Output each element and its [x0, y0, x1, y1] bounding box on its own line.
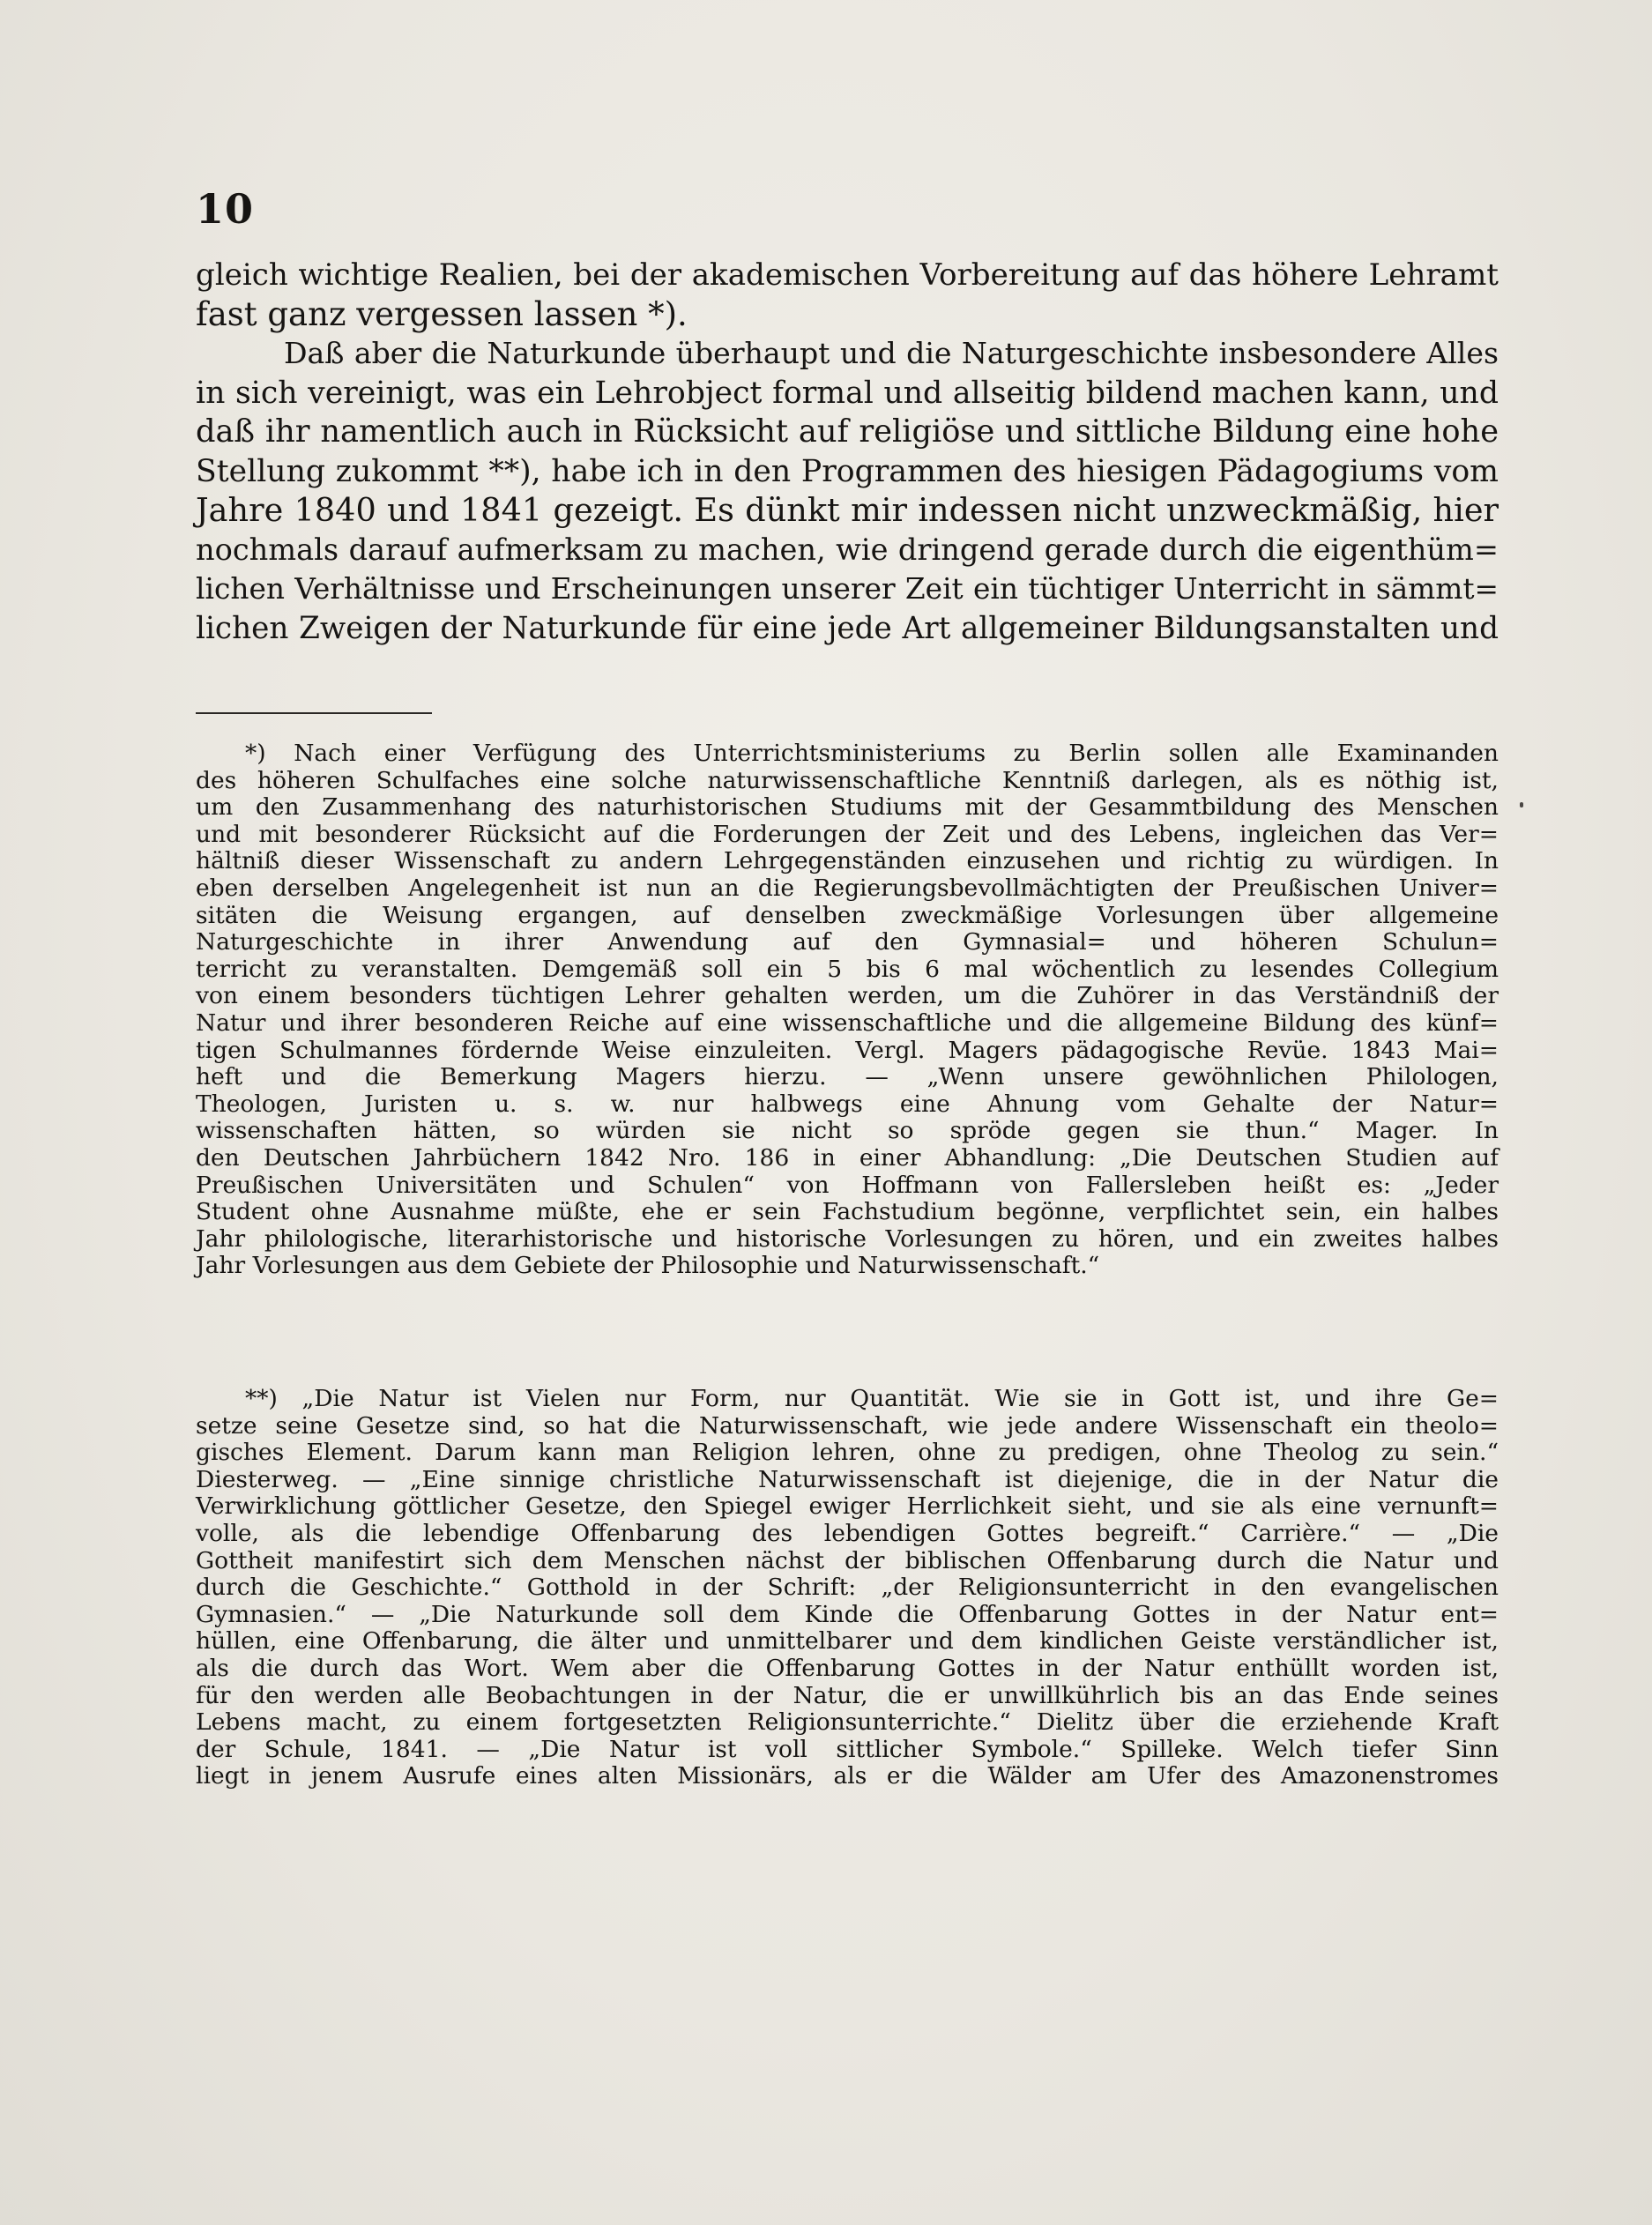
footnote-line: Gottheit manifestirt sich dem Menschen nächst der biblischen Offenbarung durch die Natur und: [196, 1546, 1499, 1574]
footnote-line: für den werden alle Beobachtungen in der Natur, die er unwillkührlich bis an das Ende seines: [196, 1681, 1499, 1709]
footnote-line: hältniß dieser Wissenschaft zu andern Lehrgegenständen einzusehen und richtig zu würdigen. In: [196, 847, 1499, 875]
footnote-line: Gymnasien.“ — „Die Naturkunde soll dem Kinde die Offenbarung Gottes in der Natur ent=: [196, 1600, 1499, 1628]
footnote-line: des höheren Schulfaches eine solche naturwissenschaftliche Kenntniß darlegen, als es nöthig ist,: [196, 766, 1499, 794]
footnote-line: liegt in jenem Ausrufe eines alten Missionärs, als er die Wälder am Ufer des Amazonenstromes: [196, 1762, 1499, 1790]
footnote-line: Verwirklichung göttlicher Gesetze, den Spiegel ewiger Herrlichkeit sieht, und sie als eine vernunft=: [196, 1492, 1499, 1521]
footnote-line: um den Zusammenhang des naturhistorischen Studiums mit der Gesammtbildung des Menschen: [196, 793, 1499, 822]
footnote-1: [196, 740, 1499, 1280]
footnote-line: setze seine Gesetze sind, so hat die Naturwissenschaft, wie jede andere Wissenschaft ein theolo=: [196, 1411, 1499, 1440]
footnote-line: Lebens macht, zu einem fortgesetzten Religionsunterrichte.“ Dielitz über die erziehende Kraft: [196, 1708, 1499, 1737]
footnote-line: wissenschaften hätten, so würden sie nicht so spröde gegen sie thun.“ Mager. In: [196, 1117, 1499, 1145]
page-number: 10: [196, 185, 255, 233]
main-line: in sich vereinigt, was ein Lehrobject formal und allseitig bildend machen kann, und: [196, 375, 1499, 411]
footnote-line: Diesterweg. — „Eine sinnige christliche Naturwissenschaft ist diejenige, die in der Natur die: [196, 1465, 1499, 1493]
main-line: lichen Verhältnisse und Erscheinungen unserer Zeit ein tüchtiger Unterricht in sämmt=: [196, 572, 1499, 606]
footnote-line: den Deutschen Jahrbüchern 1842 Nro. 186 in einer Abhandlung: „Die Deutschen Studien auf: [196, 1143, 1499, 1172]
footnote-line: Jahr philologische, literarhistorische und historische Vorlesungen zu hören, und ein zweites halbes: [196, 1224, 1499, 1253]
main-line: gleich wichtige Realien, bei der akademischen Vorbereitung auf das höhere Lehramt: [196, 257, 1499, 293]
footnote-line: der Schule, 1841. — „Die Natur ist voll sittlicher Symbole.“ Spilleke. Welch tiefer Sinn: [196, 1735, 1499, 1763]
footnote-line: *) Nach einer Verfügung des Unterrichtsministeriums zu Berlin sollen alle Examinanden: [245, 740, 1499, 767]
footnote-line: heft und die Bemerkung Magers hierzu. — „Wenn unsere gewöhnlichen Philologen,: [196, 1063, 1499, 1091]
footnote-line: tigen Schulmannes fördernde Weise einzuleiten. Vergl. Magers pädagogische Revüe. 1843 Mai=: [196, 1036, 1499, 1064]
main-line: Stellung zukommt **), habe ich in den Programmen des hiesigen Pädagogiums vom: [196, 453, 1499, 489]
main-line: nochmals darauf aufmerksam zu machen, wie dringend gerade durch die eigenthüm=: [196, 532, 1499, 567]
footnote-line: durch die Geschichte.“ Gotthold in der Schrift: „der Religionsunterricht in den evangelischen: [196, 1574, 1499, 1602]
main-line: lichen Zweigen der Naturkunde für eine jede Art allgemeiner Bildungsanstalten und: [196, 610, 1499, 646]
main-line: daß ihr namentlich auch in Rücksicht auf religiöse und sittliche Bildung eine hohe: [196, 413, 1499, 450]
footnote-line: Theologen, Juristen u. s. w. nur halbwegs eine Ahnung vom Gehalte der Natur=: [196, 1090, 1499, 1118]
paper-speck: [1520, 802, 1523, 807]
footnote-line: von einem besonders tüchtigen Lehrer gehalten werden, um die Zuhörer in das Verständniß der: [196, 982, 1499, 1010]
footnote-line: gisches Element. Darum kann man Religion lehren, ohne zu predigen, ohne Theolog zu sein.“: [196, 1439, 1499, 1467]
footnote-line: und mit besonderer Rücksicht auf die Forderungen der Zeit und des Lebens, ingleichen das Ver=: [196, 820, 1499, 848]
main-line: Jahre 1840 und 1841 gezeigt. Es dünkt mir indessen nicht unzweckmäßig, hier: [196, 491, 1499, 529]
footnote-line: terricht zu veranstalten. Demgemäß soll ein 5 bis 6 mal wöchentlich zu lesendes Collegium: [196, 955, 1499, 983]
main-line: Daß aber die Naturkunde überhaupt und die Naturgeschichte insbesondere Alles: [284, 336, 1499, 370]
footnote-line: Student ohne Ausnahme müßte, ehe er sein Fachstudium begönne, verpflichtet sein, ein halbes: [196, 1198, 1499, 1226]
footnote-line: Jahr Vorlesungen aus dem Gebiete der Philosophie und Naturwissenschaft.“: [196, 1252, 1100, 1280]
footnote-separator-rule: [196, 712, 432, 714]
footnote-line: eben derselben Angelegenheit ist nun an die Regierungsbevollmächtigten der Preußischen Univer=: [196, 874, 1499, 902]
footnote-line: Naturgeschichte in ihrer Anwendung auf den Gymnasial= und höheren Schulun=: [196, 928, 1499, 956]
footnote-2: [196, 1386, 1499, 1790]
footnote-line: hüllen, eine Offenbarung, die älter und unmittelbarer und dem kindlichen Geiste verständlicher ist,: [196, 1627, 1499, 1656]
footnote-line: **) „Die Natur ist Vielen nur Form, nur Quantität. Wie sie in Gott ist, und ihre Ge=: [245, 1385, 1499, 1412]
footnote-line: als die durch das Wort. Wem aber die Offenbarung Gottes in der Natur enthüllt worden ist,: [196, 1654, 1499, 1682]
main-text-block: [196, 256, 1499, 648]
footnote-line: volle, als die lebendige Offenbarung des lebendigen Gottes begreift.“ Carrière.“ — „Die: [196, 1519, 1499, 1547]
main-line: fast ganz vergessen lassen *).: [196, 294, 688, 333]
footnote-line: Natur und ihrer besonderen Reiche auf eine wissenschaftliche und die allgemeine Bildung des künf=: [196, 1008, 1499, 1037]
footnote-line: Preußischen Universitäten und Schulen“ von Hoffmann von Fallersleben heißt es: „Jeder: [196, 1171, 1499, 1199]
footnote-line: sitäten die Weisung ergangen, auf denselben zweckmäßige Vorlesungen über allgemeine: [196, 901, 1499, 929]
